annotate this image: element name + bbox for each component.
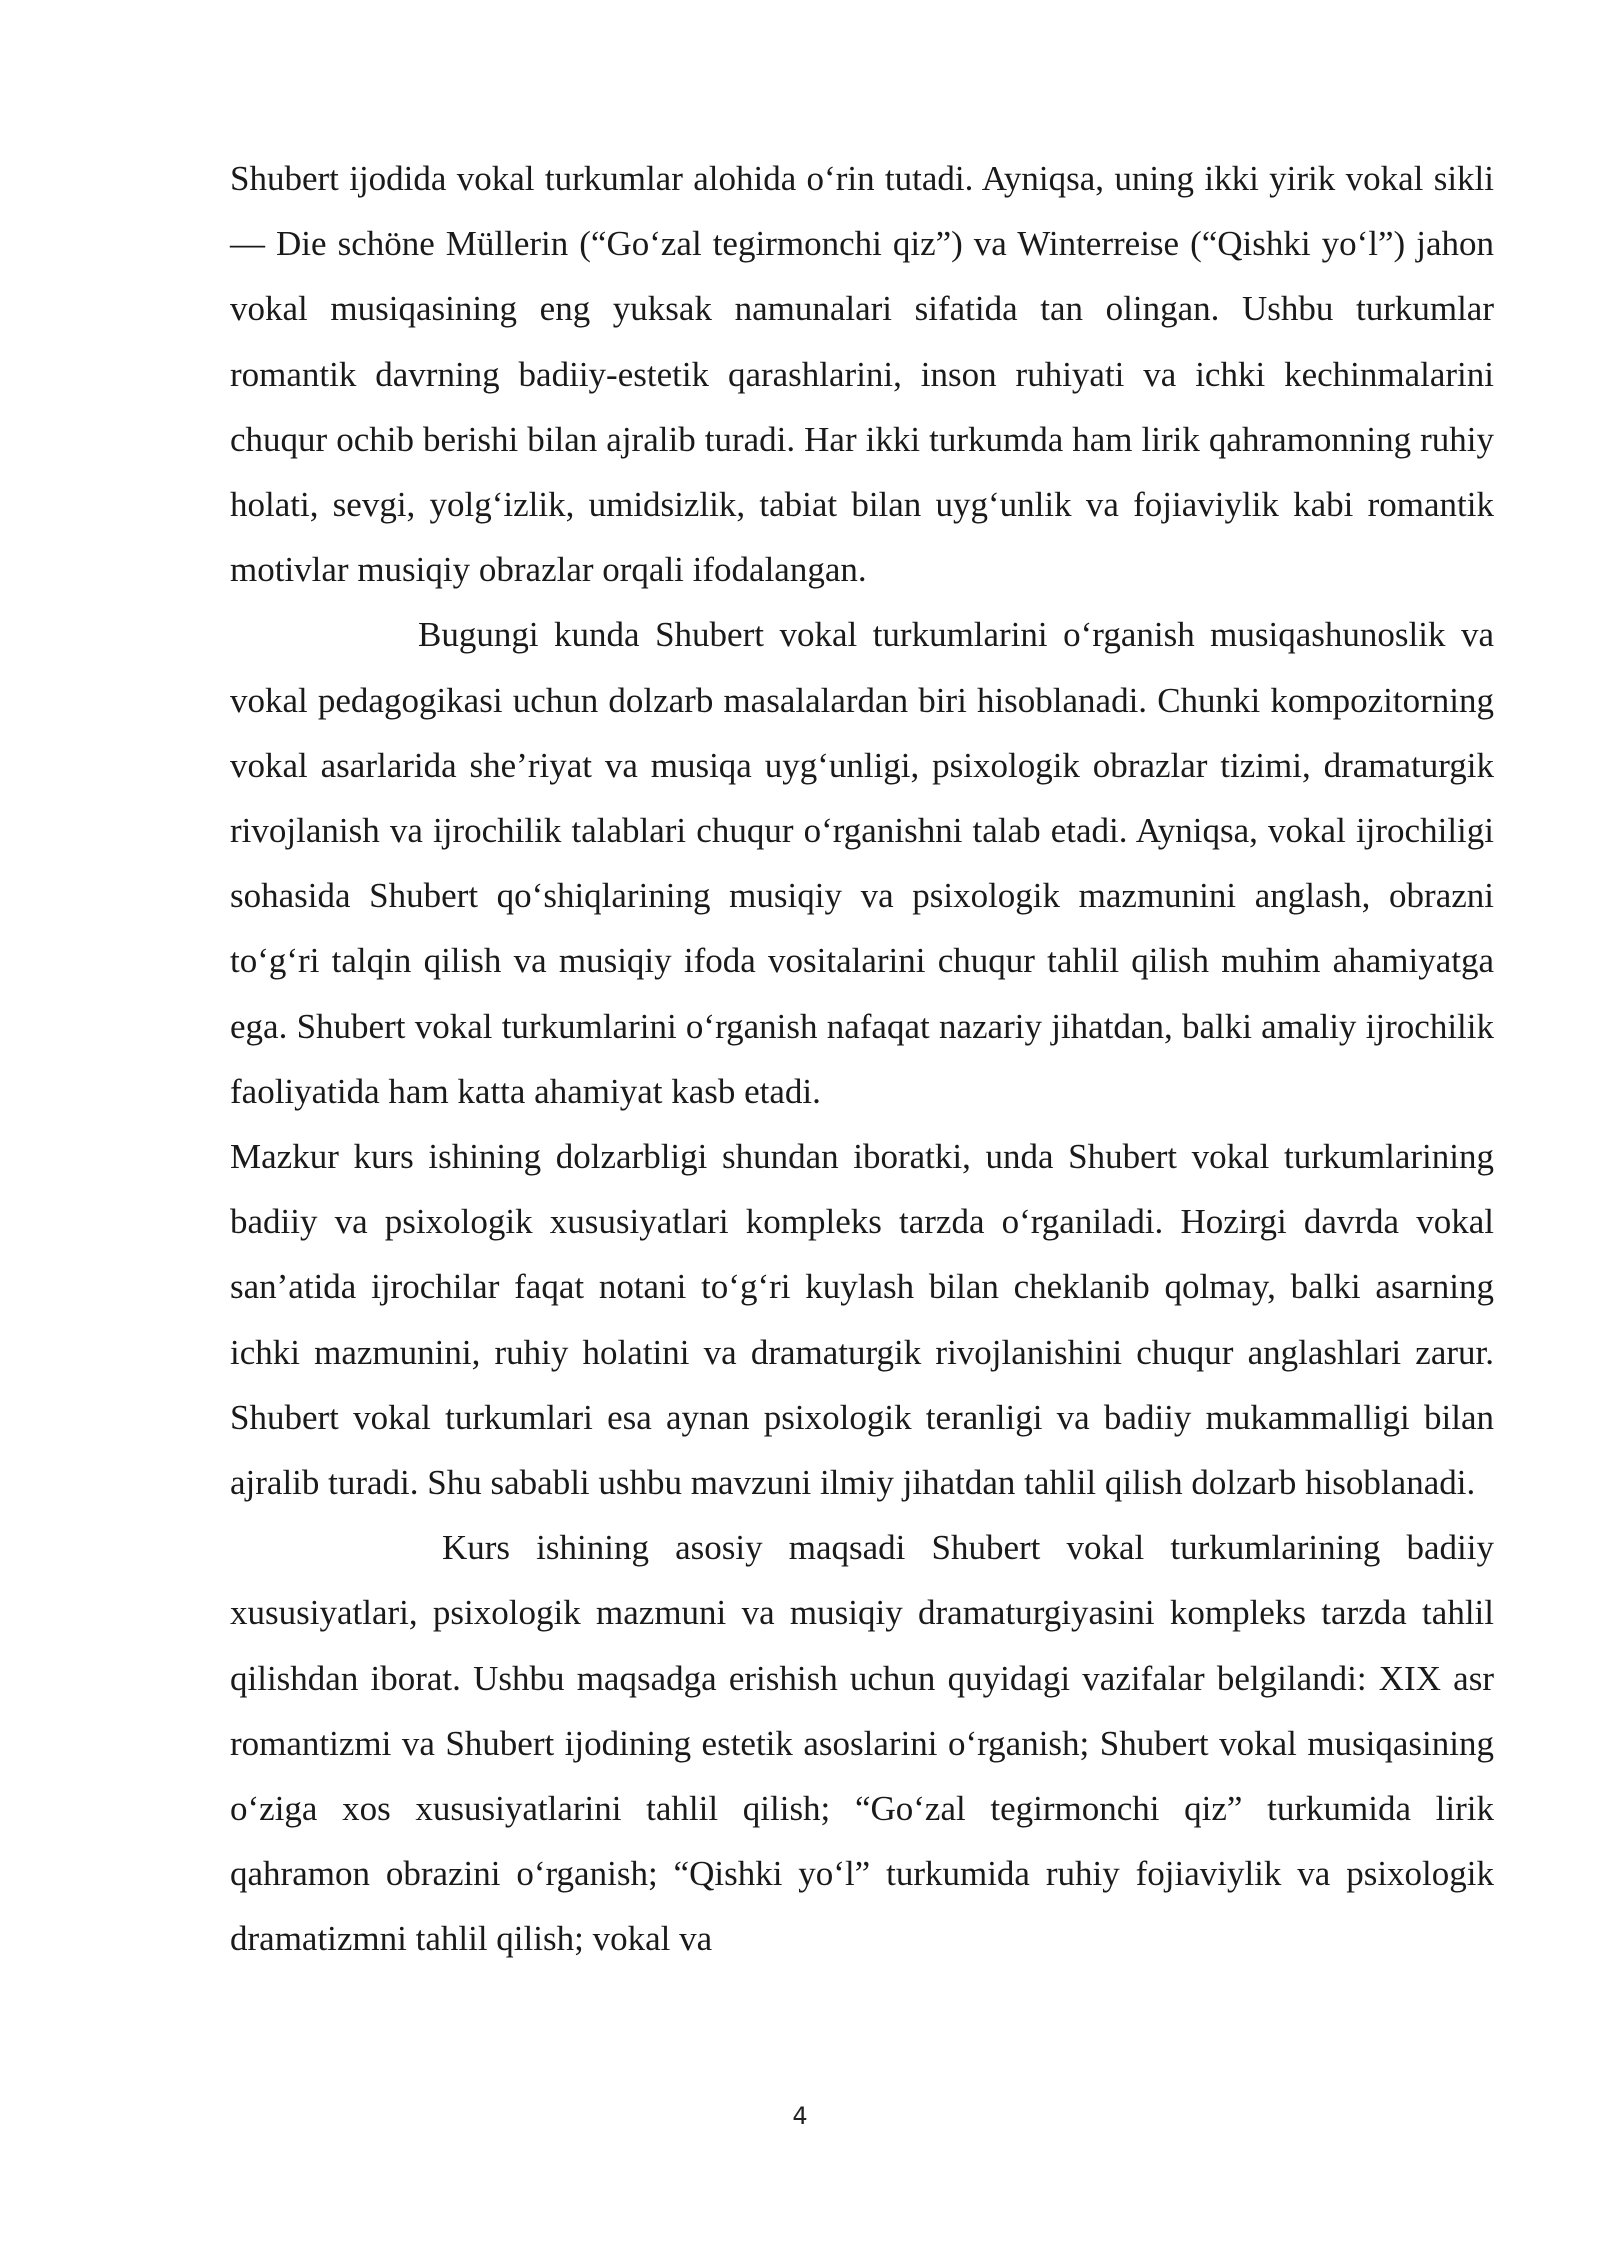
paragraph-topicality: Mazkur kurs ishining dolzarbligi shundan iboratki, unda Shubert vokal turkumlarining badiiy va psixologik xususiyatlari kompleks tarzda o‘rganiladi. Hozirgi davrda vokal san’atida ijrochilar faqat notani to‘g‘ri kuylash bilan cheklanib qolmay, balki asarning ichki mazmunini, ruhiy holatini va dramaturgik rivojlanishini chuqur anglashlari zarur. Shubert vokal turkumlari esa aynan psixologik teranligi va badiiy mukammalligi bilan ajralib turadi. Shu sababli ushbu mavzuni ilmiy jihatdan tahlil qilish dolzarb hisoblanadi. bbox=[230, 1137, 1494, 1503]
body-text bbox=[230, 146, 1494, 1972]
paragraph-study-relevance: Bugungi kunda Shubert vokal turkumlarini o‘rganish musiqashunoslik va vokal pedagogikasi uchun dolzarb masalalardan biri hisoblanadi. Chunki kompozitorning vokal asarlarida she’riyat va musiqa uyg‘unligi, psixologik obrazlar tizimi, dramaturgik rivojlanish va ijrochilik talablari chuqur o‘rganishni talab etadi. Ayniqsa, vokal ijrochiligi sohasida Shubert qo‘shiqlarining musiqiy va psixologik mazmunini anglash, obrazni to‘g‘ri talqin qilish va musiqiy ifoda vositalarini chuqur tahlil qilish muhim ahamiyatga ega. Shubert vokal turkumlarini o‘rganish nafaqat nazariy jihatdan, balki amaliy ijrochilik faoliyatida ham katta ahamiyat kasb etadi. bbox=[230, 615, 1494, 1111]
page-number: 4 bbox=[792, 2102, 808, 2130]
paragraph-romantic-cycles: Shubert ijodida vokal turkumlar alohida o‘rin tutadi. Ayniqsa, uning ikki yirik vokal sikli — Die schöne Müllerin (“Go‘zal tegirmonchi qiz”) va Winterreise (“Qishki yo‘l”) jahon vokal musiqasining eng yuksak namunalari sifatida tan olingan. Ushbu turkumlar romantik davrning badiiy-estetik qarashlarini, inson ruhiyati va ichki kechinmalarini chuqur ochib berishi bilan ajralib turadi. Har ikki turkumda ham lirik qahramonning ruhiy holati, sevgi, yolg‘izlik, umidsizlik, tabiat bilan uyg‘unlik va fojiaviylik kabi romantik motivlar musiqiy obrazlar orqali ifodalangan. bbox=[230, 159, 1494, 590]
paragraph-aims-tasks: Kurs ishining asosiy maqsadi Shubert vokal turkumlarining badiiy xususiyatlari, psixologik mazmuni va musiqiy dramaturgiyasini kompleks tarzda tahlil qilishdan iborat. Ushbu maqsadga erishish uchun quyidagi vazifalar belgilandi: XIX asr romantizmi va Shubert ijodining estetik asoslarini o‘rganish; Shubert vokal musiqasining o‘ziga xos xususiyatlarini tahlil qilish; “Go‘zal tegirmonchi qiz” turkumida lirik qahramon obrazini o‘rganish; “Qishki yo‘l” turkumida ruhiy fojiaviylik va psixologik dramatizmni tahlil qilish; vokal va bbox=[230, 1528, 1494, 1959]
